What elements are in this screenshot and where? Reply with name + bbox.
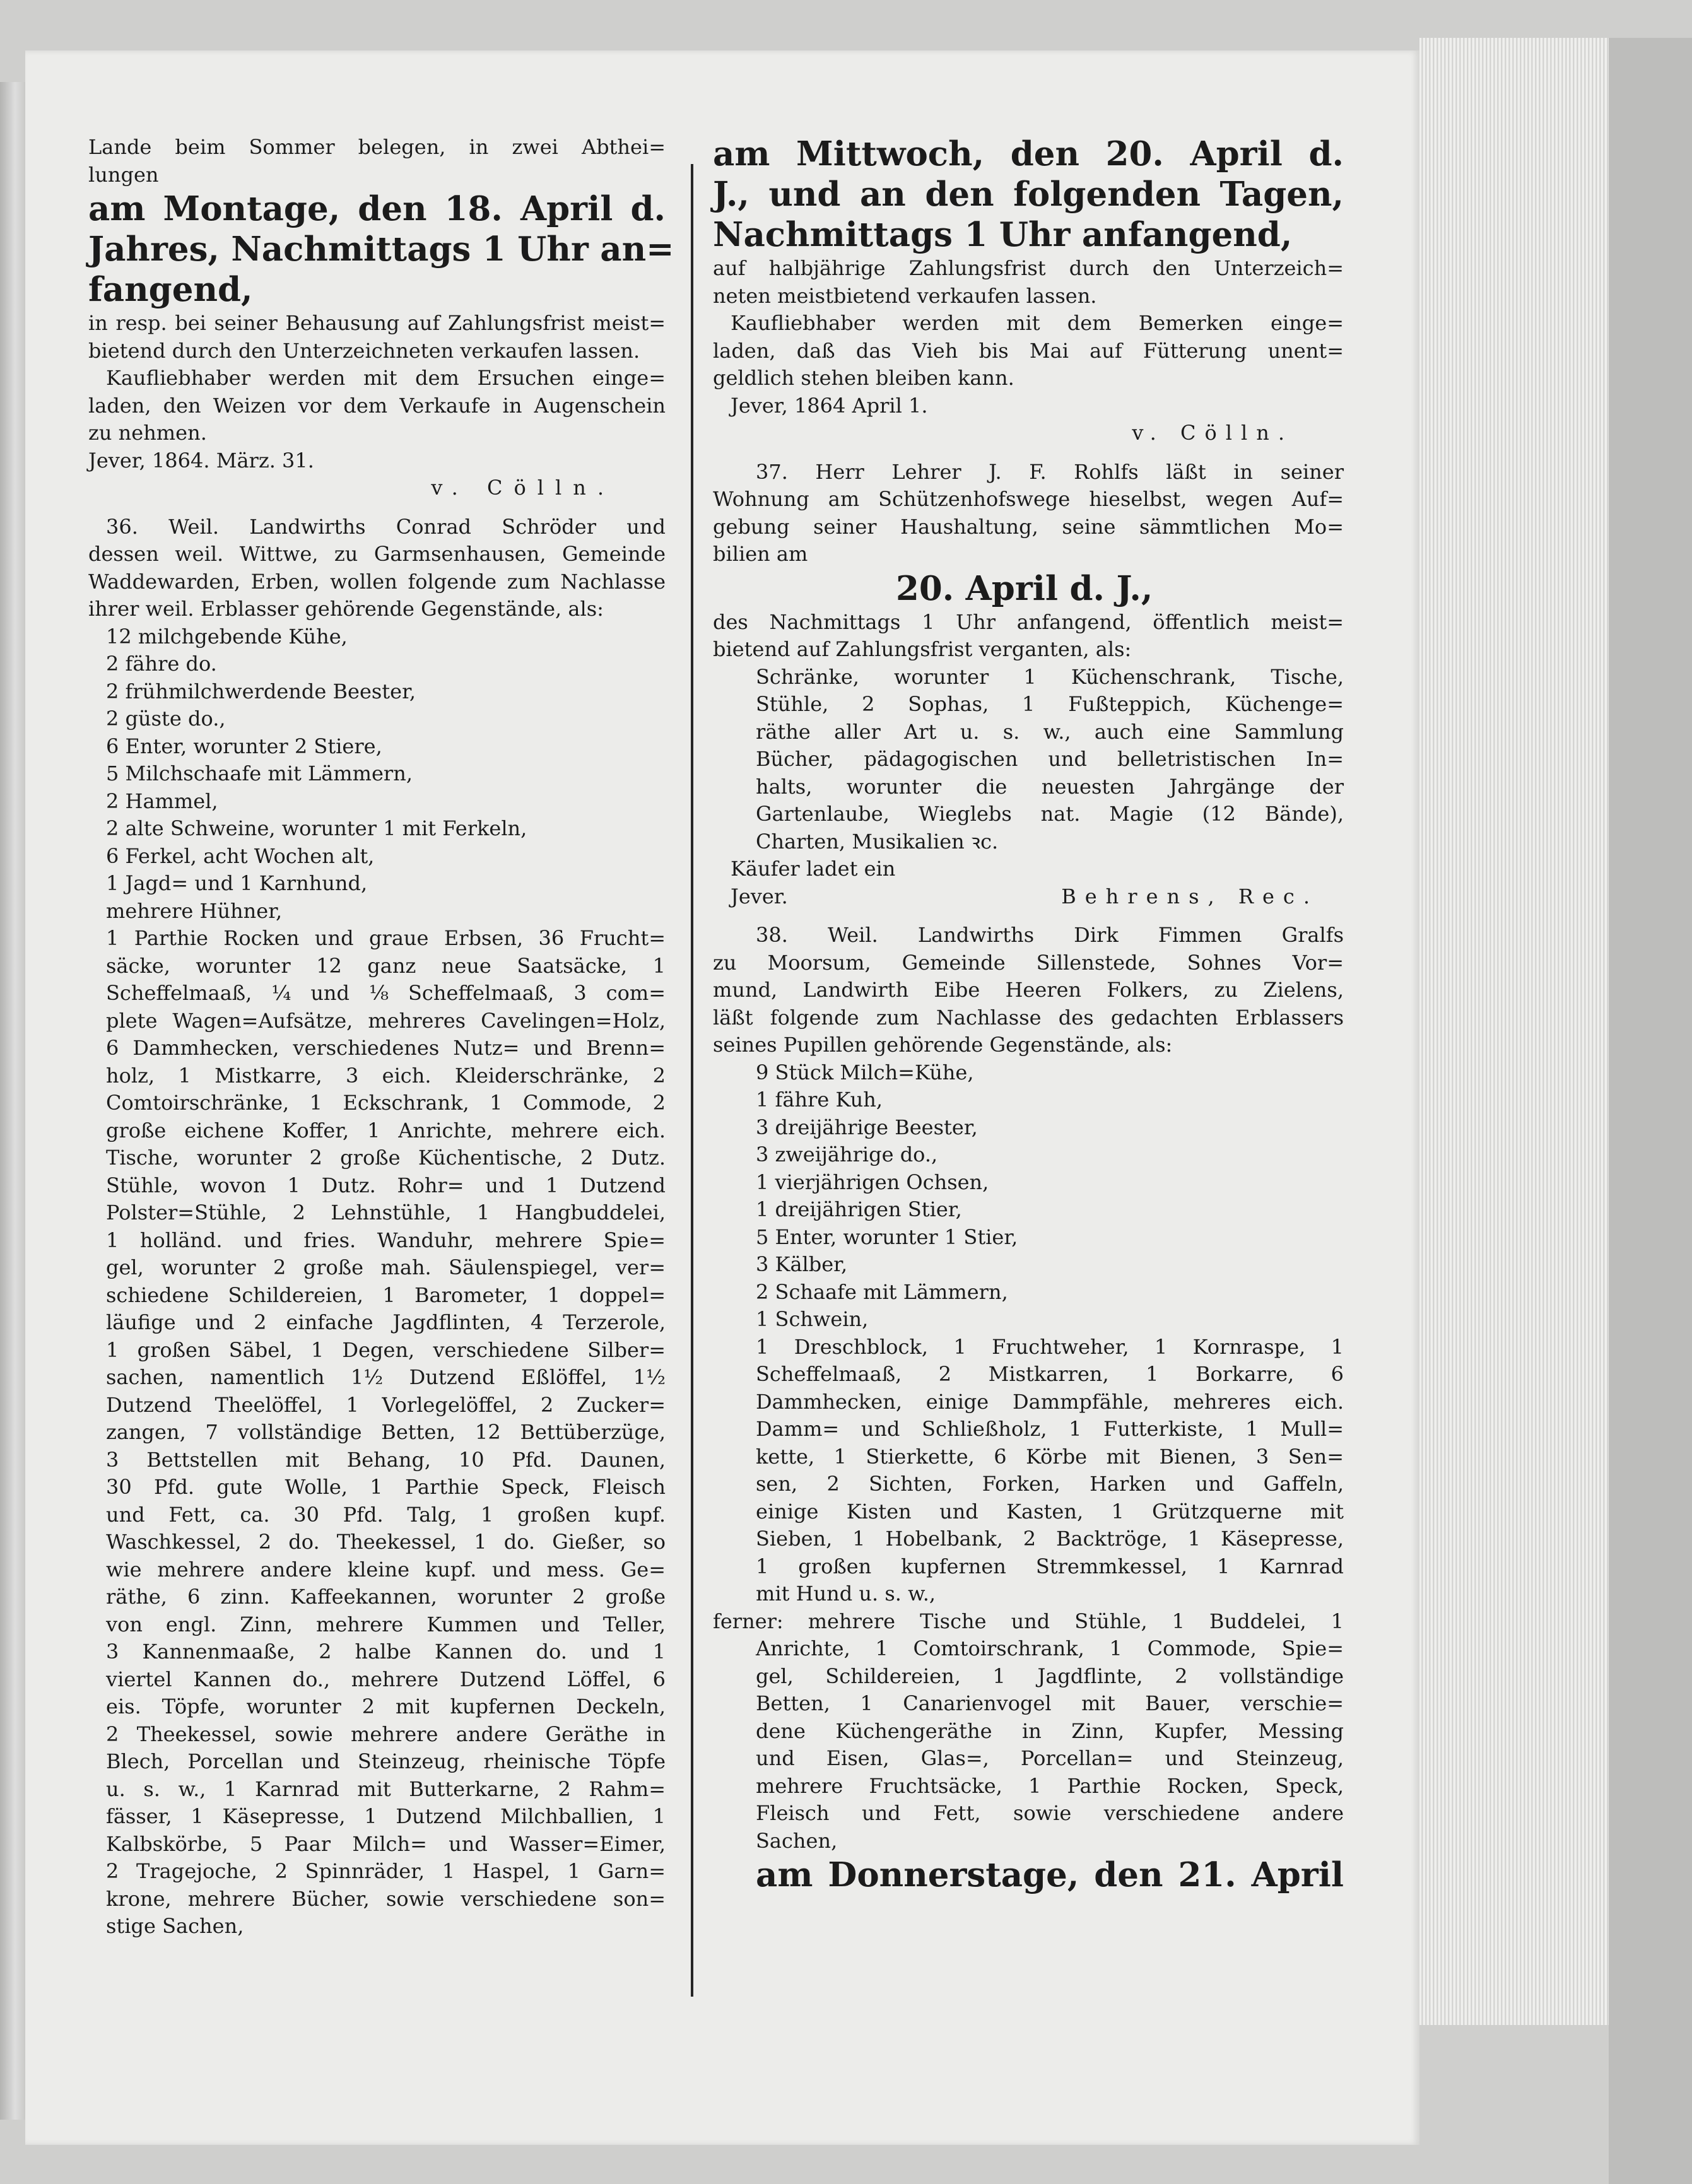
text-line: lungen (88, 162, 159, 187)
text-line: halts, worunter die neuesten Jahrgänge der (756, 774, 1344, 799)
list-item: 1 fähre Kuh, (756, 1088, 883, 1112)
text-line: Kaufliebhaber werden mit dem Bemerken einge= (731, 311, 1344, 335)
signature: v. Cölln. (431, 476, 615, 500)
text-line: plete Wagen=Aufsätze, mehreres Cavelingen=Holz, (106, 1008, 666, 1033)
text-line: 1 Parthie Rocken und graue Erbsen, 36 Frucht= (106, 926, 666, 950)
text-line: sachen, namentlich 1½ Dutzend Eßlöffel, 1½ (106, 1365, 666, 1389)
list-item: 2 Hammel, (106, 789, 218, 813)
place-date: Jever, 1864 April 1. (731, 393, 928, 418)
list-item: 1 Schwein, (756, 1307, 869, 1331)
text-line: viertel Kannen do., mehrere Dutzend Löffel, 6 (106, 1667, 666, 1691)
text-line: Sachen, (756, 1828, 838, 1853)
notice-38-intro: 38. Weil. Landwirths Dirk Fimmen Gralfs (756, 923, 1344, 947)
signature: Behrens, Rec. (1061, 884, 1319, 908)
text-line: 6 Dammhecken, verschiedenes Nutz= und Brenn= (106, 1036, 666, 1060)
text-line: 3 Bettstellen mit Behang, 10 Pfd. Daunen, (106, 1447, 666, 1472)
text-line: geldlich stehen bleiben kann. (713, 366, 1014, 390)
place-date: Jever, 1864. März. 31. (88, 448, 314, 473)
list-item: 3 zweijährige do., (756, 1142, 938, 1166)
text-line: 1 Dreschblock, 1 Fruchtweher, 1 Kornraspe, 1 (756, 1334, 1344, 1359)
list-item: 3 dreijährige Beester, (756, 1115, 978, 1139)
text-line: bietend durch den Unterzeichneten verkaufen lassen. (88, 338, 640, 363)
text-line: wie mehrere andere kleine kupf. und mess. Ge= (106, 1557, 666, 1582)
text-line: Kaufliebhaber werden mit dem Ersuchen einge= (106, 366, 666, 390)
text-line: Damm= und Schließholz, 1 Futterkiste, 1 Mull= (756, 1417, 1344, 1441)
page-stack-edge (1419, 38, 1609, 2025)
text-line: von engl. Zinn, mehrere Kummen und Teller, (106, 1612, 666, 1636)
text-line: räthe aller Art u. s. w., auch eine Sammlung (756, 719, 1344, 744)
text-line: Betten, 1 Canarienvogel mit Bauer, verschie= (756, 1691, 1344, 1715)
text-line: 3 Kannenmaaße, 2 halbe Kannen do. und 1 (106, 1640, 666, 1664)
list-item: 2 fähre do. (106, 652, 217, 676)
book-block-shadow (1609, 38, 1692, 2184)
text-line: holz, 1 Mistkarre, 3 eich. Kleiderschränke, 2 (106, 1063, 666, 1088)
notice-37-intro: bilien am (713, 542, 808, 566)
text-line: mit Hund u. s. w., (756, 1582, 936, 1606)
left-column (88, 134, 674, 1940)
text-line: 2 Theekessel, sowie mehrere andere Geräthe in (106, 1722, 666, 1746)
text-line: gel, Schildereien, 1 Jagdflinte, 2 vollständige (756, 1664, 1344, 1688)
text-line: 1 großen kupfernen Stremmkessel, 1 Karnrad (756, 1554, 1344, 1578)
text-line: Sieben, 1 Hobelbank, 2 Backtröge, 1 Käsepresse, (756, 1527, 1344, 1551)
text-line: Kalbskörbe, 5 Paar Milch= und Wasser=Eimer, (106, 1831, 666, 1856)
notice-38-intro: zu Moorsum, Gemeinde Sillenstede, Sohnes Vor= (713, 950, 1344, 975)
text-line: auf halbjährige Zahlungsfrist durch den Unterzeich= (713, 256, 1344, 280)
text-line: Fleisch und Fett, sowie verschiedene andere (756, 1801, 1344, 1825)
list-item: 3 Kälber, (756, 1252, 848, 1276)
list-item: 6 Enter, worunter 2 Stiere, (106, 734, 382, 758)
text-line: dene Küchengeräthe in Zinn, Kupfer, Messing (756, 1718, 1344, 1743)
column-rule (691, 164, 693, 1997)
text-line: mehrere Fruchtsäcke, 1 Parthie Rocken, Speck, (756, 1773, 1344, 1798)
text-line: Schränke, worunter 1 Küchenschrank, Tische, (756, 664, 1344, 689)
notice-36-intro: Waddewarden, Erben, wollen folgende zum Nachlasse (88, 569, 666, 594)
text-line: sen, 2 Sichten, Forken, Harken und Gaffeln, (756, 1472, 1344, 1496)
list-item: 2 alte Schweine, worunter 1 mit Ferkeln, (106, 816, 527, 840)
list-item: 1 dreijährigen Stier, (756, 1197, 962, 1221)
text-line: Lande beim Sommer belegen, in zwei Abthei= (88, 135, 666, 159)
text-line: in resp. bei seiner Behausung auf Zahlungsfrist meist= (88, 311, 666, 335)
notice-37-intro: gebung seiner Haushaltung, seine sämmtlichen Mo= (713, 514, 1344, 539)
notice-36-intro: ihrer weil. Erblasser gehörende Gegenstände, als: (88, 597, 604, 621)
notice-37-date: 20. April d. J., (896, 568, 1153, 608)
notice-36-intro: dessen weil. Wittwe, zu Garmsenhausen, Gemeinde (88, 542, 666, 566)
date-heading: am Mittwoch, den 20. April d. (713, 134, 1344, 173)
notice-38-intro: läßt folgende zum Nachlasse des gedachten Erblassers (713, 1005, 1344, 1030)
text-line: des Nachmittags 1 Uhr anfangend, öffentlich meist= (713, 609, 1344, 634)
list-item: 2 güste do., (106, 707, 226, 731)
text-line: fässer, 1 Käsepresse, 1 Dutzend Milchballien, 1 (106, 1804, 666, 1828)
notice-38-intro: seines Pupillen gehörende Gegenstände, als: (713, 1033, 1173, 1057)
text-line: Dammhecken, einige Dammpfähle, mehreres eich. (756, 1389, 1344, 1414)
signature: v. Cölln. (1132, 421, 1293, 445)
list-item: 6 Ferkel, acht Wochen alt, (106, 843, 375, 868)
text-line: schiedene Schildereien, 1 Barometer, 1 doppel= (106, 1283, 666, 1307)
date-heading: J., und an den folgenden Tagen, (713, 175, 1344, 214)
list-item: 5 Enter, worunter 1 Stier, (756, 1224, 1018, 1249)
notice-36-intro: 36. Weil. Landwirths Conrad Schröder und (106, 514, 666, 539)
facing-page-edge (0, 82, 25, 2120)
text-line: Tische, worunter 2 große Küchentische, 2 Dutz. (106, 1146, 666, 1170)
list-item: 5 Milchschaafe mit Lämmern, (106, 761, 413, 785)
date-heading: fangend, (88, 270, 253, 309)
text-line: Käufer ladet ein (731, 857, 896, 881)
text-line: Gartenlaube, Wieglebs nat. Magie (12 Bände), (756, 802, 1344, 826)
notice-37-intro: Wohnung am Schützenhofswege hieselbst, wegen Auf= (713, 487, 1344, 511)
text-line: Comtoirschränke, 1 Eckschrank, 1 Commode, 2 (106, 1091, 666, 1115)
final-date-heading: am Donnerstage, den 21. April (756, 1855, 1344, 1894)
text-line: Stühle, wovon 1 Dutz. Rohr= und 1 Dutzend (106, 1173, 666, 1197)
text-line: große eichene Koffer, 1 Anrichte, mehrere eich. (106, 1118, 666, 1142)
text-line: 1 großen Säbel, 1 Degen, verschiedene Silber= (106, 1337, 666, 1362)
text-line: zangen, 7 vollständige Betten, 12 Bettüberzüge, (106, 1420, 666, 1444)
date-heading: Nachmittags 1 Uhr anfangend, (713, 215, 1293, 254)
notice-38-intro: mund, Landwirth Eibe Heeren Folkers, zu Zielens, (713, 978, 1344, 1002)
notice-37-intro: 37. Herr Lehrer J. F. Rohlfs läßt in seiner (756, 459, 1344, 484)
place-signature-line (713, 883, 1344, 911)
text-line: eis. Töpfe, worunter 2 mit kupfernen Deckeln, (106, 1694, 666, 1718)
text-line: kette, 1 Stierkette, 6 Körbe mit Bienen, 3 Sen= (756, 1444, 1344, 1469)
text-line: 30 Pfd. gute Wolle, 1 Parthie Speck, Fleisch (106, 1475, 666, 1499)
text-line: Polster=Stühle, 2 Lehnstühle, 1 Hangbuddelei, (106, 1201, 666, 1224)
date-heading: Jahres, Nachmittags 1 Uhr an= (88, 230, 674, 269)
list-item: 1 Jagd= und 1 Karnhund, (106, 871, 368, 895)
text-line: laden, den Weizen vor dem Verkaufe in Augenschein (88, 393, 666, 418)
text-line: und Eisen, Glas=, Porcellan= und Steinzeug, (756, 1746, 1344, 1770)
list-item: mehrere Hühner, (106, 898, 283, 923)
text-line: u. s. w., 1 Karnrad mit Butterkarne, 2 Rahm= (106, 1776, 666, 1801)
text-line: räthe, 6 zinn. Kaffeekannen, worunter 2 große (106, 1585, 666, 1609)
text-line: säcke, worunter 12 ganz neue Saatsäcke, 1 (106, 953, 666, 978)
text-line: Scheffelmaaß, ¼ und ⅛ Scheffelmaaß, 3 com= (106, 981, 666, 1005)
place: Jever. (731, 884, 788, 908)
text-line: ferner: mehrere Tische und Stühle, 1 Buddelei, 1 (713, 1609, 1344, 1633)
text-line: bietend auf Zahlungsfrist verganten, als: (713, 637, 1132, 661)
right-column (713, 134, 1344, 1895)
text-line: gel, worunter 2 große mah. Säulenspiegel, ver= (106, 1255, 666, 1279)
text-line: Waschkessel, 2 do. Theekessel, 1 do. Gießer, so (106, 1530, 666, 1554)
text-line: 1 holländ. und fries. Wanduhr, mehrere Spie= (106, 1228, 666, 1252)
list-item: 2 Schaafe mit Lämmern, (756, 1279, 1008, 1304)
list-item: 1 vierjährigen Ochsen, (756, 1170, 989, 1194)
text-line: Charten, Musikalien ꝛc. (756, 829, 999, 854)
text-line: Stühle, 2 Sophas, 1 Fußteppich, Küchenge= (756, 692, 1344, 716)
text-line: krone, mehrere Bücher, sowie verschiedene son= (106, 1886, 666, 1911)
text-line: zu nehmen. (88, 421, 207, 445)
text-line: einige Kisten und Kasten, 1 Grützquerne mit (756, 1499, 1344, 1524)
text-line: Scheffelmaaß, 2 Mistkarren, 1 Borkarre, 6 (756, 1362, 1344, 1386)
list-item: 2 frühmilchwerdende Beester, (106, 679, 416, 703)
text-line: Blech, Porcellan und Steinzeug, rheinische Töpfe (106, 1749, 666, 1773)
text-line: Dutzend Theelöffel, 1 Vorlegelöffel, 2 Zucker= (106, 1392, 666, 1417)
text-line: läufige und 2 einfache Jagdflinten, 4 Terzerole, (106, 1310, 666, 1334)
text-line: stige Sachen, (106, 1914, 244, 1938)
list-item: 12 milchgebende Kühe, (106, 624, 348, 649)
date-heading: am Montage, den 18. April d. (88, 189, 666, 228)
list-item: 9 Stück Milch=Kühe, (756, 1060, 974, 1084)
text-line: laden, daß das Vieh bis Mai auf Fütterung unent= (713, 338, 1344, 363)
text-line: Bücher, pädagogischen und belletristischen In= (756, 747, 1344, 771)
text-line: und Fett, ca. 30 Pfd. Talg, 1 großen kupf. (106, 1502, 666, 1527)
text-line: 2 Tragejoche, 2 Spinnräder, 1 Haspel, 1 Garn= (106, 1859, 666, 1883)
text-line: neten meistbietend verkaufen lassen. (713, 283, 1097, 308)
text-line: Anrichte, 1 Comtoirschrank, 1 Commode, Spie= (756, 1636, 1344, 1660)
